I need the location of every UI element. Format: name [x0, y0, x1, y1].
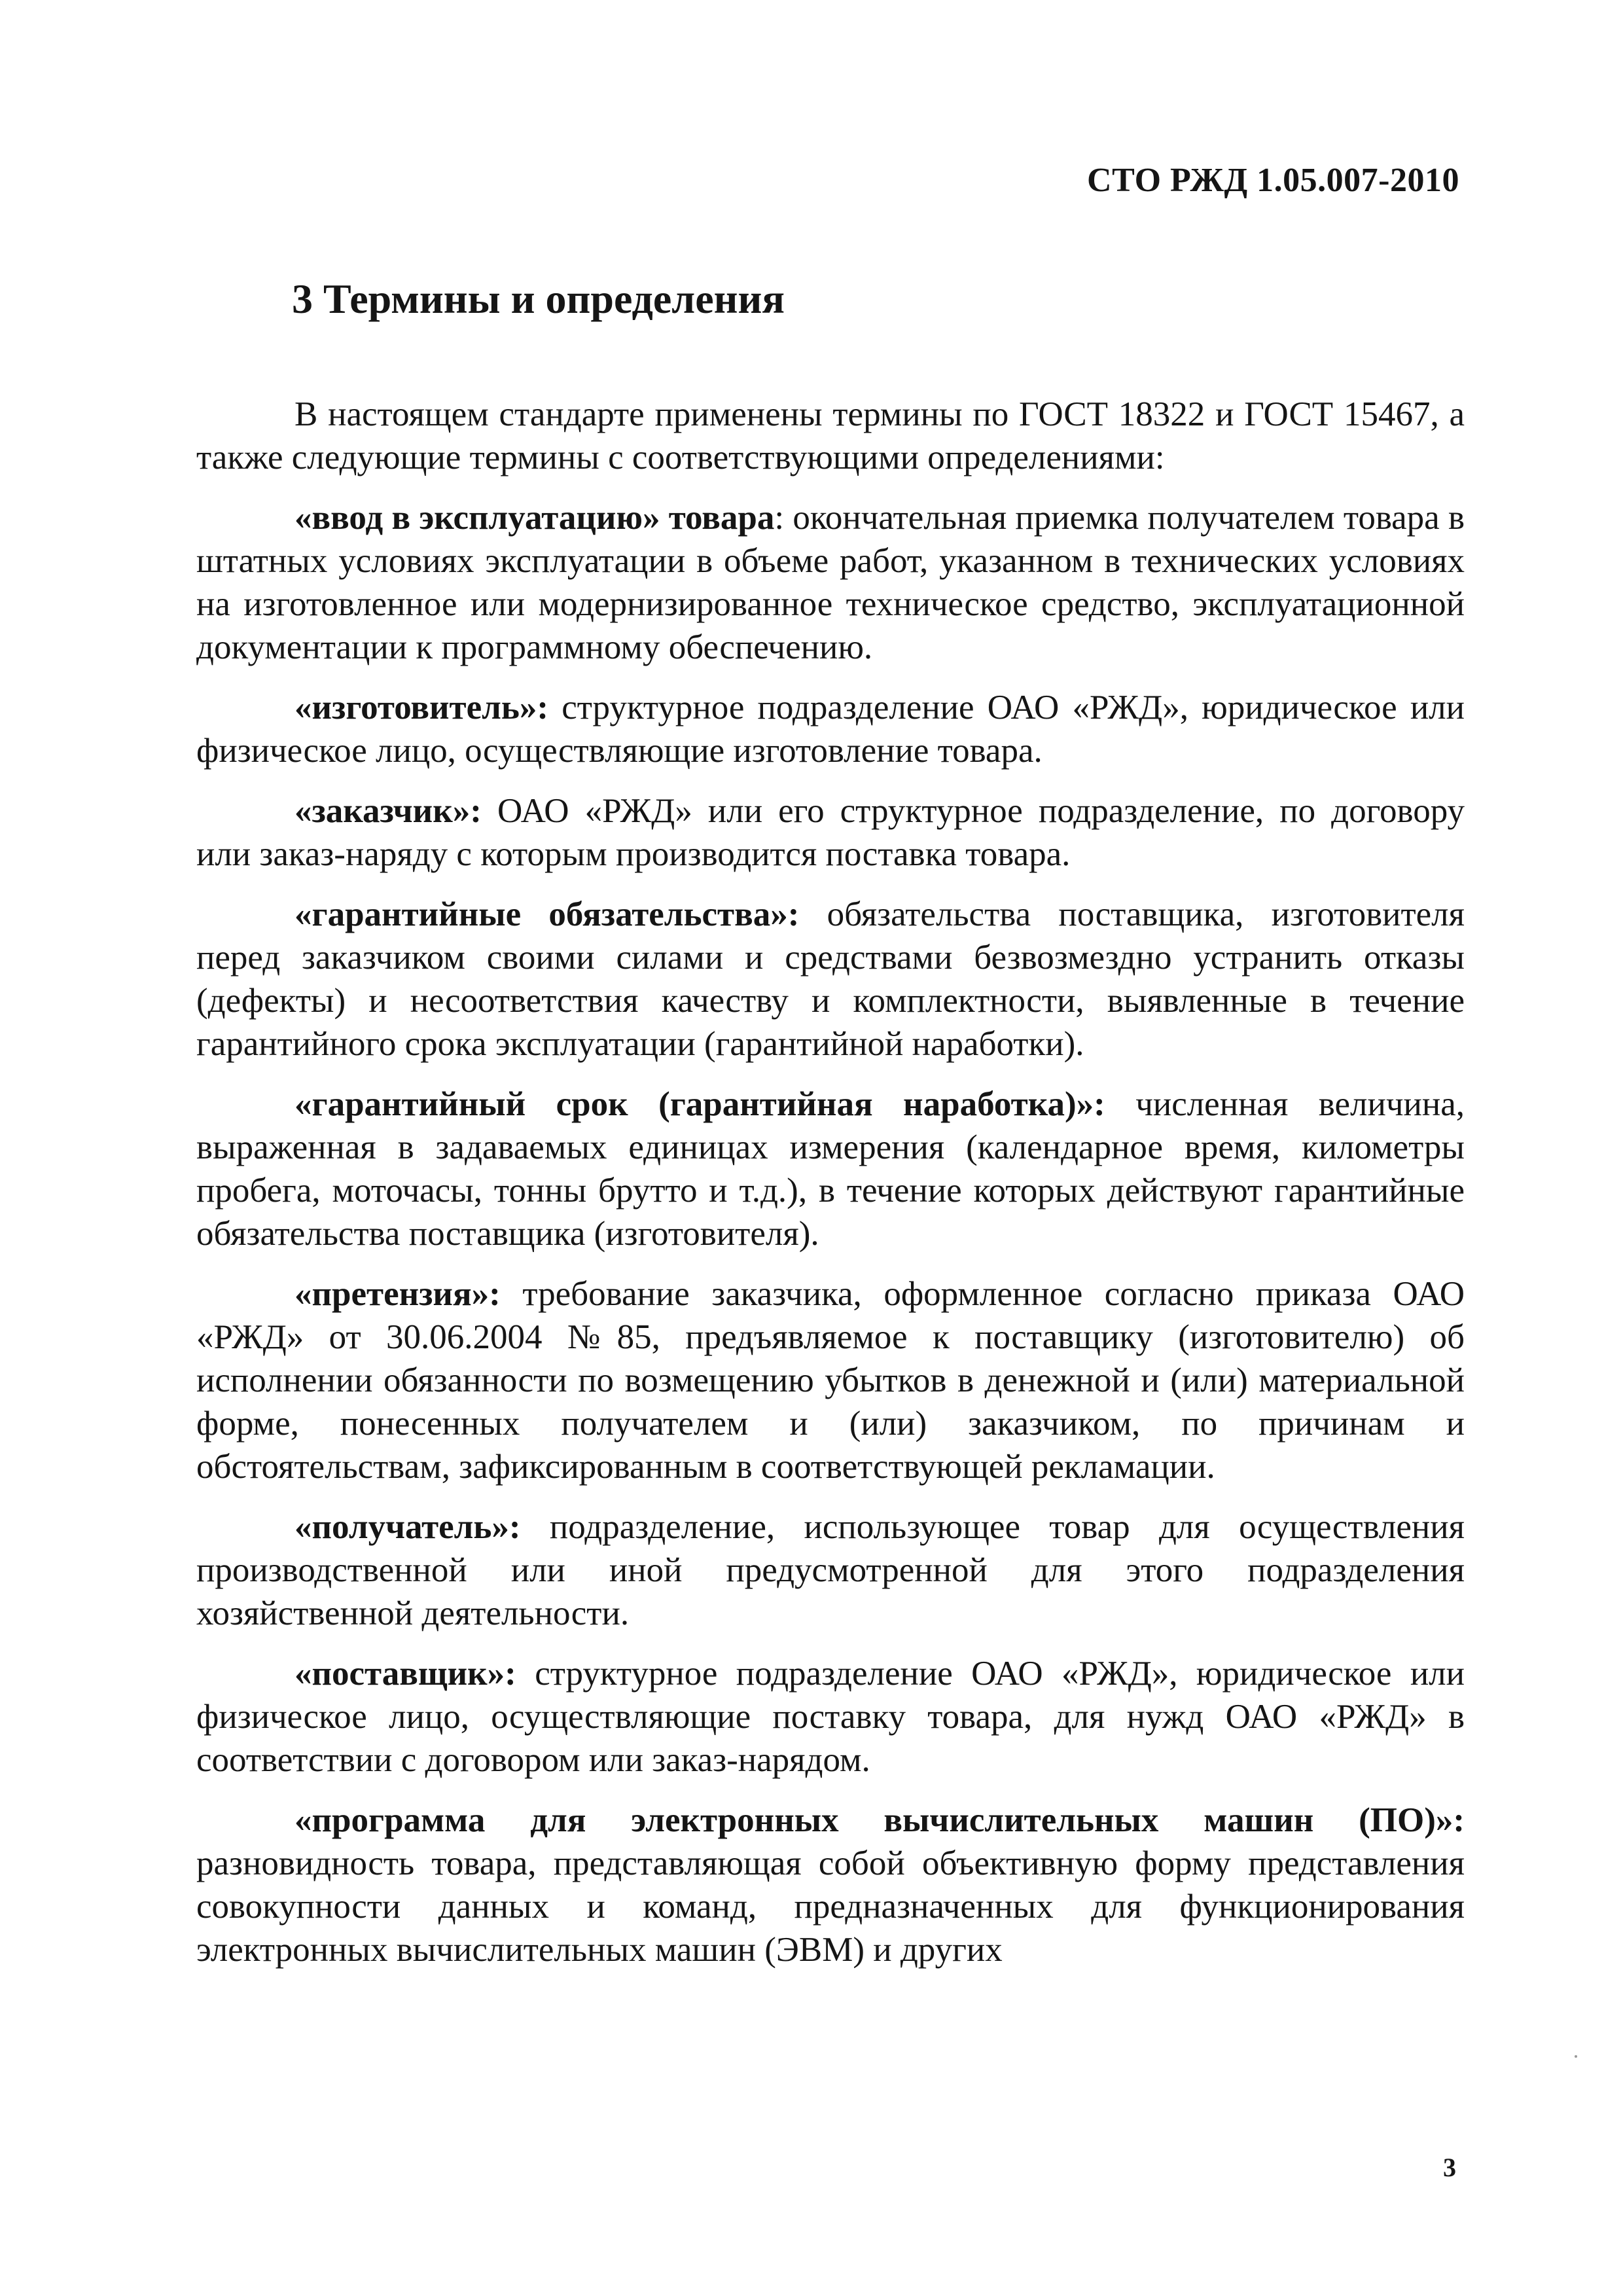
scan-artifact: [1575, 2055, 1577, 2058]
definition-text: : окончательная приемка получателем товара в штатных условиях эксплуатации в объеме работ, указанном в технических условиях на изготовленное или модернизированное техническое средство, эксплуатационной документации к программному обеспечению.: [196, 499, 1465, 666]
definition-paragraph: [196, 893, 1465, 1066]
definition-text: требование заказчика, оформленное согласно приказа ОАО «РЖД» от 30.06.2004 №85, предъявляемое к поставщику (изготовителю) об исполнении обязанности по возмещению убытков в денежной и (или) материальной форме, понесенных получателем и (или) заказчиком, по причинам и обстоятельствам, зафиксированным в соответствующей рекламации.: [196, 1275, 1465, 1486]
intro-paragraph: В настоящем стандарте применены термины по ГОСТ 18322 и ГОСТ 15467, а также следующие термины с соответствующими определениями:: [196, 395, 1465, 476]
definition-paragraph: [196, 1083, 1465, 1255]
definition-text: подразделение, использующее товар для осуществления производственной или иной предусмотренной для этого подразделения хозяйственной деятельности.: [196, 1508, 1465, 1632]
definition-text: разновидность товара, представляющая собой объективную форму представления совокупности данных и команд, предназначенных для функционирования электронных вычислительных машин (ЭВМ) и других: [196, 1844, 1465, 1969]
definition-term: «претензия»:: [294, 1275, 501, 1313]
definition-paragraph: [196, 1652, 1465, 1782]
document-code: СТО РЖД 1.05.007-2010: [1087, 162, 1459, 199]
definition-text: ОАО «РЖД» или его структурное подразделение, по договору или заказ-наряду с которым производится поставка товара.: [196, 792, 1465, 873]
page-number: 3: [1443, 2153, 1456, 2182]
definition-term: «гарантийные обязательства»:: [294, 895, 800, 933]
definition-paragraph: [196, 496, 1465, 669]
definition-paragraph: [196, 789, 1465, 876]
definition-text: структурное подразделение ОАО «РЖД», юридическое или физическое лицо, осуществляющие поставку товара, для нужд ОАО «РЖД» в соответствии с договором или заказ-нарядом.: [196, 1655, 1465, 1779]
definition-paragraph: [196, 1272, 1465, 1488]
definition-text: численная величина, выраженная в задаваемых единицах измерения (календарное время, километры пробега, моточасы, тонны брутто и т.д.), в течение которых действуют гарантийные обязательства поставщика (изготовителя).: [196, 1085, 1465, 1253]
section-title: 3 Термины и определения: [292, 276, 785, 322]
document-body: [196, 393, 1465, 1988]
definition-text: структурное подразделение ОАО «РЖД», юридическое или физическое лицо, осуществляющие изготовление товара.: [196, 689, 1465, 770]
definition-text: обязательства поставщика, изготовителя перед заказчиком своими силами и средствами безвозмездно устранить отказы (дефекты) и несоответствия качеству и комплектности, выявленные в течение гарантийного срока эксплуатации (гарантийной наработки).: [196, 895, 1465, 1063]
definition-term: «изготовитель»:: [294, 689, 549, 726]
definition-paragraph: [196, 1799, 1465, 1971]
definition-term: «гарантийный срок (гарантийная наработка)»:: [294, 1085, 1105, 1123]
definition-term: «поставщик»:: [294, 1655, 516, 1693]
definition-term: «ввод в эксплуатацию» товара: [294, 499, 775, 537]
definition-term: «получатель»:: [294, 1508, 521, 1546]
definition-term: «заказчик»:: [294, 792, 482, 830]
definition-paragraph: [196, 686, 1465, 772]
definition-paragraph: [196, 1505, 1465, 1635]
definition-term: «программа для электронных вычислительных машин (ПО)»:: [294, 1801, 1465, 1839]
